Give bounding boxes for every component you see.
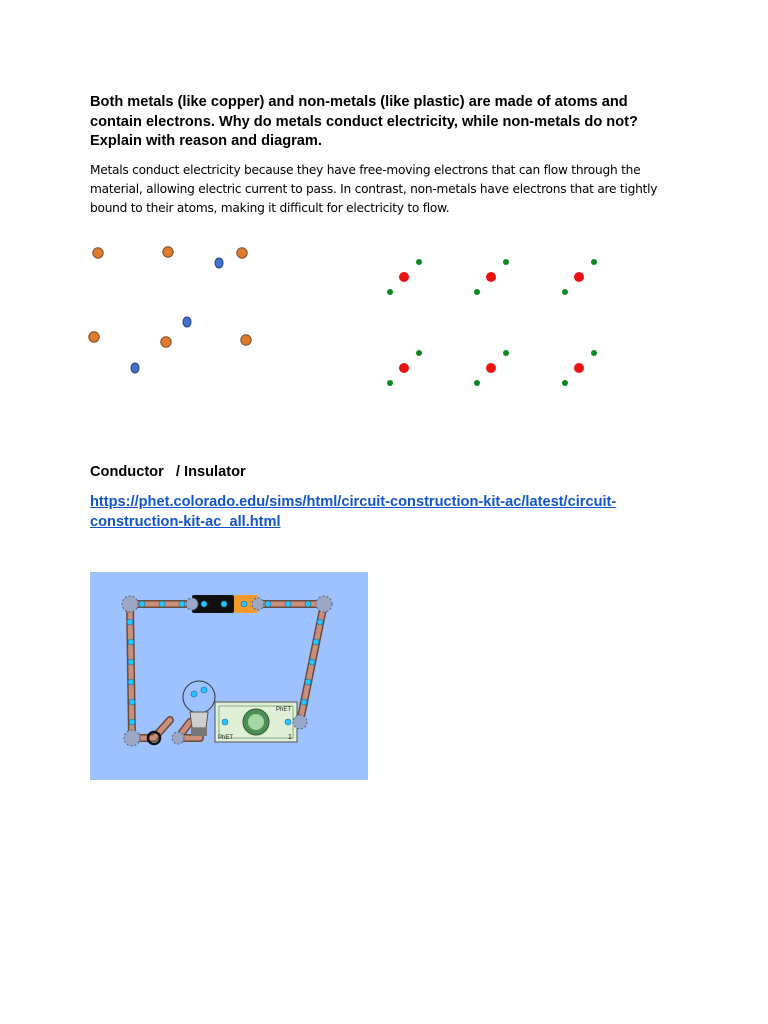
section-heading: Conductor / Insulator — [90, 464, 246, 480]
metal-ion — [89, 332, 99, 342]
atom — [562, 259, 597, 295]
nucleus — [399, 363, 409, 373]
atom — [474, 259, 509, 295]
nonmetal-diagram — [387, 259, 597, 386]
metal-ion — [161, 337, 171, 347]
bill-label-top: PhET — [276, 707, 292, 713]
bound-electron — [387, 289, 393, 295]
question-text: Both metals (like copper) and non-metals (like plastic) are made of atoms and contain electrons. Why do metals conduct electricity, while non-metals do not? Explain with reason and diagram. — [90, 94, 638, 149]
metal-diagram — [89, 247, 251, 373]
metal-ion — [163, 247, 173, 257]
bill-value: 1 — [288, 734, 292, 741]
atom — [387, 259, 422, 295]
bound-electron — [503, 350, 509, 356]
phet-simulation-link[interactable]: https://phet.colorado.edu/sims/html/circuit-construction-kit-ac/latest/circuit-construction-kit-ac_all.html — [90, 494, 617, 530]
bound-electron — [387, 380, 393, 386]
bound-electron — [503, 259, 509, 265]
nucleus — [399, 272, 409, 282]
nucleus — [486, 272, 496, 282]
bound-electron — [416, 259, 422, 265]
nucleus — [574, 363, 584, 373]
bound-electron — [591, 350, 597, 356]
metal-ion — [237, 248, 247, 258]
bound-electron — [474, 380, 480, 386]
atom — [387, 350, 422, 386]
metal-ion — [93, 248, 103, 258]
nucleus — [486, 363, 496, 373]
metal-ion — [241, 335, 251, 345]
bound-electron — [416, 350, 422, 356]
bound-electron — [562, 380, 568, 386]
bound-electron — [474, 289, 480, 295]
atom — [474, 350, 509, 386]
free-electron — [215, 258, 223, 268]
free-electron — [131, 363, 139, 373]
nucleus — [574, 272, 584, 282]
circuit-simulation-screenshot — [90, 572, 368, 780]
bill-label-bottom: PhET — [218, 735, 234, 741]
particle-diagram — [0, 230, 768, 400]
bound-electron — [562, 289, 568, 295]
free-electron — [183, 317, 191, 327]
answer-text: Metals conduct electricity because they have free-moving electrons that can flow through the material, allowing electric current to pass. In contrast, non-metals have electrons that are tightly bound to their atoms, making it difficult for electricity to flow. — [90, 163, 658, 215]
bound-electron — [591, 259, 597, 265]
atom — [562, 350, 597, 386]
